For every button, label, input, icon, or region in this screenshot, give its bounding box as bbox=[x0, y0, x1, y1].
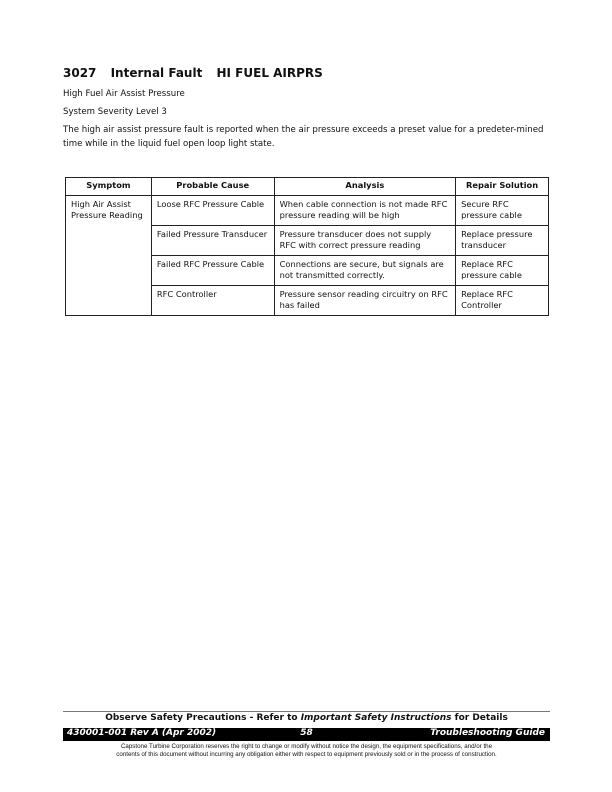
document-id: 430001-001 Rev A (Apr 2002) bbox=[67, 728, 217, 738]
fault-subtitle: High Fuel Air Assist Pressure bbox=[63, 89, 185, 99]
repair-cell: Replace RFC pressure cable bbox=[456, 255, 549, 285]
page-number: 58 bbox=[300, 728, 313, 738]
disclaimer-line-1: Capstone Turbine Corporation reserves the right to change or modify without notice the design, the equipment specifications, and/or the bbox=[120, 743, 493, 750]
symptom-cell: High Air Assist Pressure Reading bbox=[66, 195, 152, 315]
repair-cell: Replace pressure transducer bbox=[456, 225, 549, 255]
safety-prefix: Observe Safety Precautions - Refer to bbox=[105, 713, 301, 723]
header-symptom: Symptom bbox=[66, 178, 152, 196]
safety-suffix: for Details bbox=[451, 713, 508, 723]
section-heading bbox=[63, 66, 333, 80]
analysis-cell: Pressure sensor reading circuitry on RFC has failed bbox=[274, 285, 456, 315]
disclaimer-line-2: contents of this document without incurring any obligation either with respect to equipment previously sold or in the process of construction. bbox=[116, 751, 497, 758]
fault-title: Internal Fault bbox=[110, 66, 203, 80]
footer-bar bbox=[63, 728, 550, 741]
severity-level: System Severity Level 3 bbox=[63, 107, 167, 117]
cause-cell: Failed RFC Pressure Cable bbox=[151, 255, 274, 285]
footer-divider bbox=[63, 711, 550, 712]
legal-disclaimer bbox=[63, 743, 550, 759]
fault-description: The high air assist pressure fault is reported when the air pressure exceeds a preset value for a predeter-mined time while in the liquid fuel open loop light state. bbox=[63, 125, 544, 149]
analysis-cell: Pressure transducer does not supply RFC with correct pressure reading bbox=[274, 225, 456, 255]
table-row bbox=[66, 195, 549, 225]
guide-title: Troubleshooting Guide bbox=[430, 728, 545, 738]
cause-cell: Failed Pressure Transducer bbox=[151, 225, 274, 255]
header-repair-solution: Repair Solution bbox=[456, 178, 549, 196]
fault-code: 3027 bbox=[63, 66, 97, 80]
repair-cell: Secure RFC pressure cable bbox=[456, 195, 549, 225]
analysis-cell: Connections are secure, but signals are not transmitted correctly. bbox=[274, 255, 456, 285]
safety-notice bbox=[63, 713, 550, 723]
header-analysis: Analysis bbox=[274, 178, 456, 196]
cause-cell: Loose RFC Pressure Cable bbox=[151, 195, 274, 225]
safety-instructions-reference: Important Safety Instructions bbox=[300, 713, 452, 723]
fault-name: HI FUEL AIRPRS bbox=[216, 66, 323, 80]
cause-cell: RFC Controller bbox=[151, 285, 274, 315]
table-header-row bbox=[66, 178, 549, 196]
troubleshooting-table bbox=[65, 177, 549, 316]
header-probable-cause: Probable Cause bbox=[151, 178, 274, 196]
repair-cell: Replace RFC Controller bbox=[456, 285, 549, 315]
analysis-cell: When cable connection is not made RFC pressure reading will be high bbox=[274, 195, 456, 225]
